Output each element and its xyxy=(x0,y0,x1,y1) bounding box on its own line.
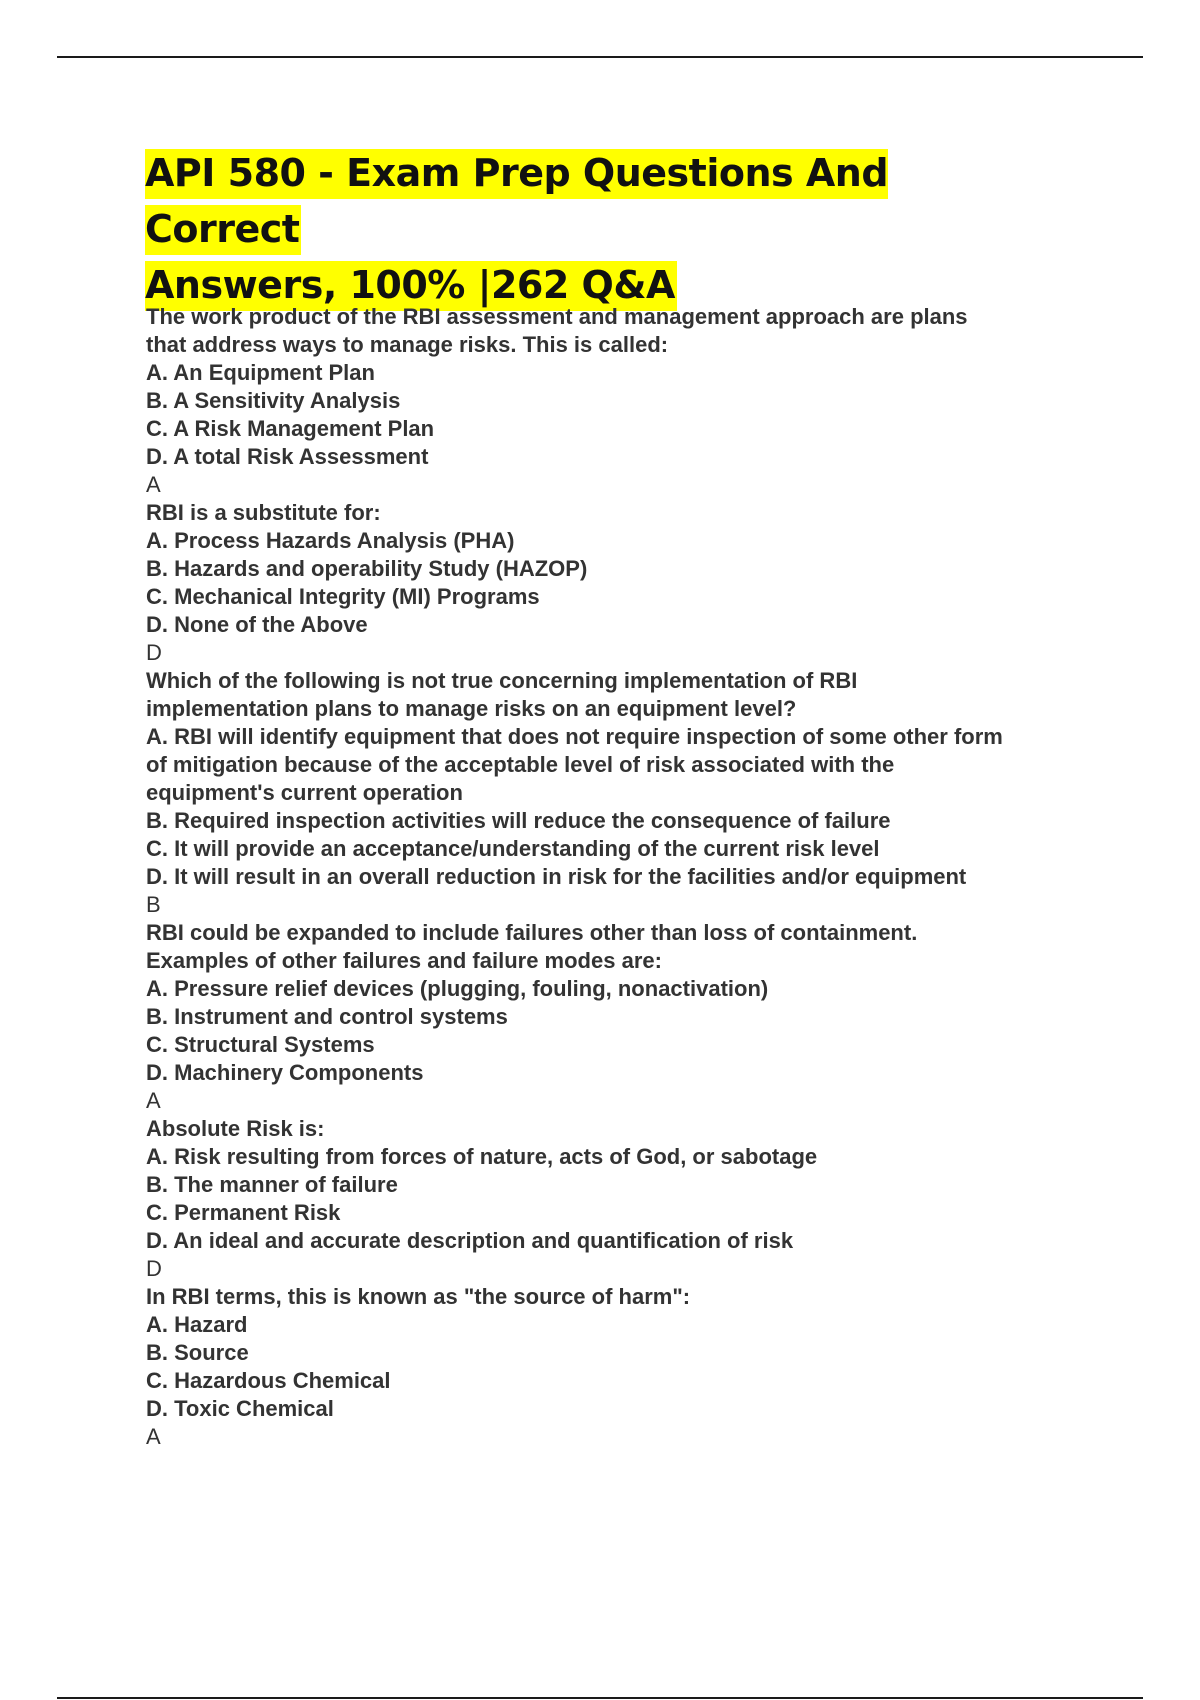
answer-option: B. A Sensitivity Analysis xyxy=(146,388,401,413)
correct-answer: D xyxy=(146,1256,162,1281)
question-text: The work product of the RBI assessment and management approach are plans xyxy=(146,304,968,329)
answer-option: B. Instrument and control systems xyxy=(146,1004,508,1029)
answer-option: C. Structural Systems xyxy=(146,1032,375,1057)
answer-option: D. An ideal and accurate description and quantification of risk xyxy=(146,1228,794,1253)
answer-option: C. A Risk Management Plan xyxy=(146,416,435,441)
answer-option: D. A total Risk Assessment xyxy=(146,444,429,469)
answer-option: C. Permanent Risk xyxy=(146,1200,341,1225)
answer-option: A. RBI will identify equipment that does not require inspection of some other form xyxy=(146,724,1003,749)
correct-answer: A xyxy=(146,1424,161,1449)
answer-option: of mitigation because of the acceptable level of risk associated with the xyxy=(146,752,895,777)
question-text: Which of the following is not true concerning implementation of RBI xyxy=(146,668,858,693)
question-text: RBI is a substitute for: xyxy=(146,500,381,525)
answer-option: A. Process Hazards Analysis (PHA) xyxy=(146,528,515,553)
answer-option: B. Source xyxy=(146,1340,249,1365)
qa-item xyxy=(146,303,1106,499)
correct-answer: B xyxy=(146,892,161,917)
qa-list xyxy=(146,303,1106,1451)
bottom-rule xyxy=(57,1697,1143,1699)
qa-item xyxy=(146,667,1106,919)
question-text: Examples of other failures and failure modes are: xyxy=(146,948,662,973)
answer-option: C. Mechanical Integrity (MI) Programs xyxy=(146,584,540,609)
qa-item xyxy=(146,499,1106,667)
correct-answer: A xyxy=(146,472,161,497)
title-line-1: API 580 - Exam Prep Questions And Correct xyxy=(145,149,888,255)
title-line-2: Answers, 100% |262 Q&A xyxy=(145,261,677,311)
top-rule xyxy=(57,56,1143,58)
answer-option: D. Machinery Components xyxy=(146,1060,424,1085)
question-text: that address ways to manage risks. This is called: xyxy=(146,332,669,357)
qa-item xyxy=(146,1283,1106,1451)
answer-option: A. Hazard xyxy=(146,1312,248,1337)
answer-option: A. An Equipment Plan xyxy=(146,360,375,385)
answer-option: C. It will provide an acceptance/understanding of the current risk level xyxy=(146,836,880,861)
qa-item xyxy=(146,919,1106,1115)
answer-option: A. Risk resulting from forces of nature, acts of God, or sabotage xyxy=(146,1144,818,1169)
document-title xyxy=(145,145,1045,313)
answer-option: B. Hazards and operability Study (HAZOP) xyxy=(146,556,588,581)
answer-option: B. Required inspection activities will reduce the consequence of failure xyxy=(146,808,891,833)
answer-option: equipment's current operation xyxy=(146,780,463,805)
correct-answer: D xyxy=(146,640,162,665)
question-text: implementation plans to manage risks on an equipment level? xyxy=(146,696,797,721)
answer-option: D. It will result in an overall reduction in risk for the facilities and/or equipment xyxy=(146,864,967,889)
question-text: RBI could be expanded to include failures other than loss of containment. xyxy=(146,920,918,945)
answer-option: C. Hazardous Chemical xyxy=(146,1368,391,1393)
answer-option: B. The manner of failure xyxy=(146,1172,398,1197)
correct-answer: A xyxy=(146,1088,161,1113)
answer-option: D. Toxic Chemical xyxy=(146,1396,334,1421)
answer-option: A. Pressure relief devices (plugging, fouling, nonactivation) xyxy=(146,976,769,1001)
question-text: Absolute Risk is: xyxy=(146,1116,325,1141)
question-text: In RBI terms, this is known as "the source of harm": xyxy=(146,1284,691,1309)
qa-item xyxy=(146,1115,1106,1283)
answer-option: D. None of the Above xyxy=(146,612,368,637)
